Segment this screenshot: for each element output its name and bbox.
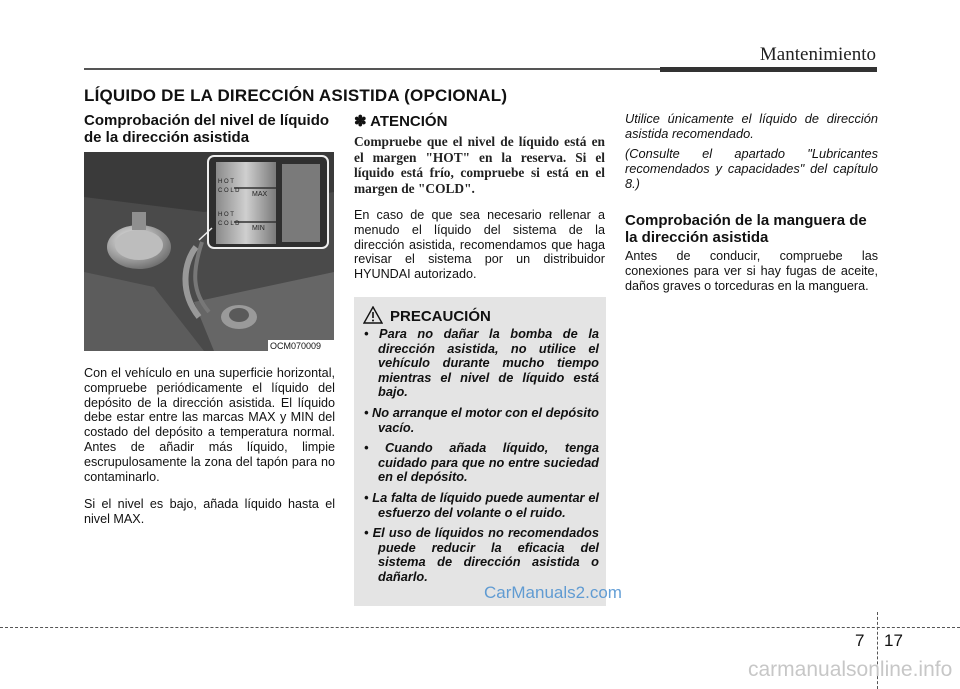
hose-check-heading: Comprobación de la manguera de la dirección asistida — [625, 212, 867, 246]
attention-heading: ✽ ATENCIÓN — [354, 113, 448, 130]
image-code: OCM070009 — [270, 341, 322, 351]
caution-item: • La falta de líquido puede aumentar el esfuerzo del volante o el ruido. — [364, 489, 599, 520]
reference-note: (Consulte el apartado "Lubricantes recomendados y capacidades" del capítulo 8.) — [625, 146, 878, 191]
header-bar — [660, 67, 877, 72]
caution-list — [364, 327, 599, 591]
hose-check-body: Antes de conducir, compruebe las conexiones para ver si hay fugas de aceite, daños graves o torceduras en la manguera. — [625, 249, 878, 293]
label-cold-2: C O L D — [218, 221, 240, 227]
label-min: MIN — [252, 225, 265, 232]
label-cold-1: C O L D — [218, 188, 240, 194]
reservoir-photo — [84, 152, 334, 351]
chapter-number: 7 — [855, 631, 865, 650]
attention-bold-text: Compruebe que el nivel de líquido está en el margen "HOT" en la reserva. Si el líquido está frío, compruebe si está en el margen de "COLD". — [354, 134, 605, 196]
label-hot-1: H O T — [218, 179, 234, 185]
footer-rule — [0, 627, 960, 628]
header-rule — [84, 68, 660, 70]
fluid-level-paragraph-2: Si el nivel es bajo, añada líquido hasta el nivel MAX. — [84, 497, 335, 526]
caution-title: PRECAUCIÓN — [390, 308, 491, 325]
fluid-level-paragraph-1: Con el vehículo en una superficie horizontal, compruebe periódicamente el líquido del depósito de la dirección asistida. El líquido debe estar entre las marcas MAX y MIN del costado del depósito a temperatura normal. Antes de añadir más líquido, limpie escrupulosamente la zona del tapón para no contaminarlo. — [84, 366, 335, 484]
section-title: LÍQUIDO DE LA DIRECCIÓN ASISTIDA (OPCIONAL) — [84, 86, 508, 105]
header-title: Mantenimiento — [759, 44, 876, 65]
caution-item: • Cuando añada líquido, tenga cuidado para que no entre suciedad en el depósito. — [364, 440, 599, 485]
caution-item: • Para no dañar la bomba de la dirección asistida, no utilice el vehículo durante mucho tiempo mientras el nivel de líquido está bajo. — [364, 326, 599, 400]
page-number: 17 — [884, 631, 903, 650]
label-hot-2: H O T — [218, 212, 234, 218]
caution-item: • No arranque el motor con el depósito vacío. — [364, 404, 599, 435]
watermark-bottom: carmanualsonline.info — [748, 658, 953, 681]
fluid-level-heading: Comprobación del nivel de líquido de la dirección asistida — [84, 112, 330, 146]
recommended-fluid-note: Utilice únicamente el líquido de dirección asistida recomendado. — [625, 111, 878, 141]
label-max: MAX — [252, 191, 268, 198]
attention-body: En caso de que sea necesario rellenar a menudo el líquido del sistema de la dirección asistida, recomendamos que haga revisar el sistema por un distribuidor HYUNDAI autorizado. — [354, 208, 605, 282]
caution-item: • El uso de líquidos no recomendados puede reducir la eficacia del sistema de dirección asistida o dañarlo. — [364, 525, 599, 584]
watermark-top: CarManuals2.com — [484, 583, 622, 602]
